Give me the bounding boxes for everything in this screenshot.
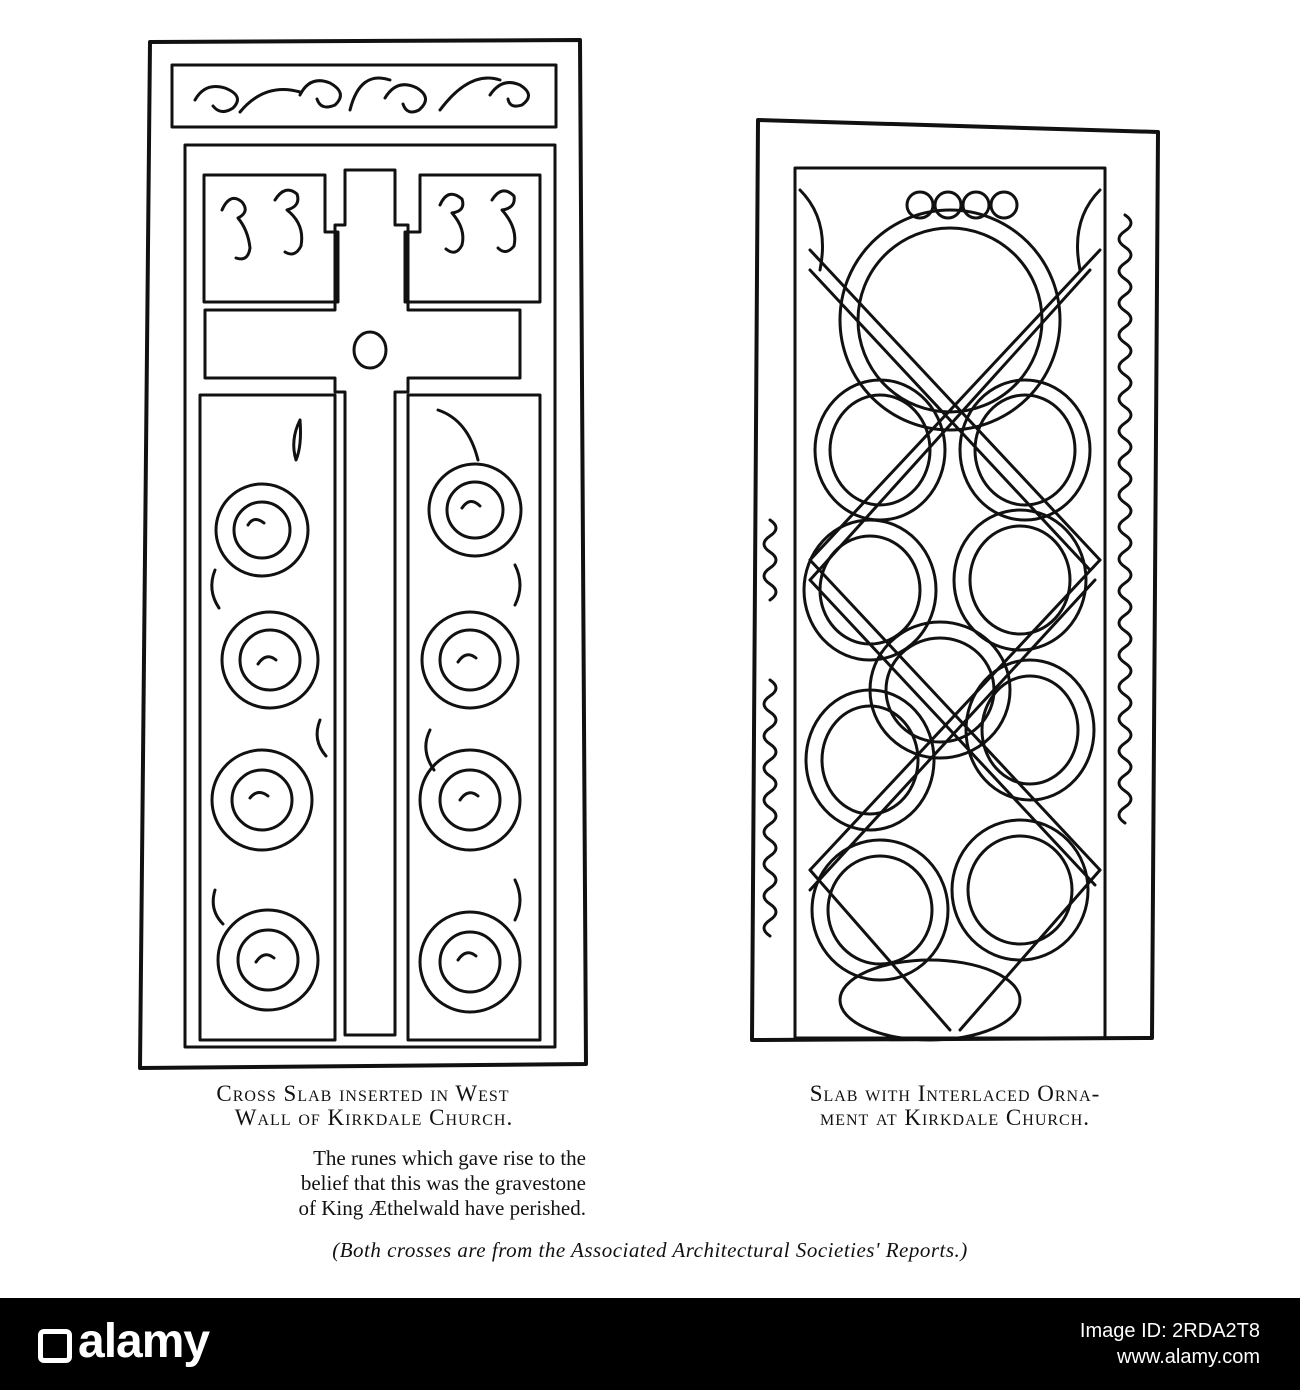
alamy-logo bbox=[38, 1314, 209, 1369]
right-slab-caption bbox=[740, 1082, 1170, 1130]
watermark-footer bbox=[0, 1298, 1300, 1390]
cross-slab-drawing bbox=[140, 40, 586, 1068]
image-id-label: Image ID: 2RDA2T8 bbox=[1079, 1320, 1260, 1342]
alamy-url: www.alamy.com bbox=[1117, 1346, 1260, 1368]
interlaced-slab-drawing bbox=[752, 120, 1158, 1040]
image-id-block bbox=[1080, 1318, 1260, 1370]
left-slab-caption bbox=[140, 1082, 586, 1130]
right-caption-line-1: Slab with Interlaced Orna- bbox=[809, 1081, 1101, 1106]
note-line: The runes which gave rise to the bbox=[313, 1146, 586, 1170]
right-caption-line-2: ment at Kirkdale Church. bbox=[819, 1105, 1091, 1130]
note-line: belief that this was the gravestone bbox=[300, 1171, 586, 1195]
source-credit: (Both crosses are from the Associated Architectural Societies' Reports.) bbox=[332, 1238, 968, 1262]
left-caption-line-1: Cross Slab inserted in West bbox=[216, 1081, 510, 1106]
left-caption-line-2: Wall of Kirkdale Church. bbox=[234, 1105, 514, 1130]
alamy-logo-text: alamy bbox=[78, 1315, 210, 1368]
left-slab-note bbox=[140, 1146, 586, 1221]
alamy-logo-mark-icon bbox=[38, 1329, 72, 1363]
note-line: of King Æthelwald have perished. bbox=[298, 1196, 586, 1220]
